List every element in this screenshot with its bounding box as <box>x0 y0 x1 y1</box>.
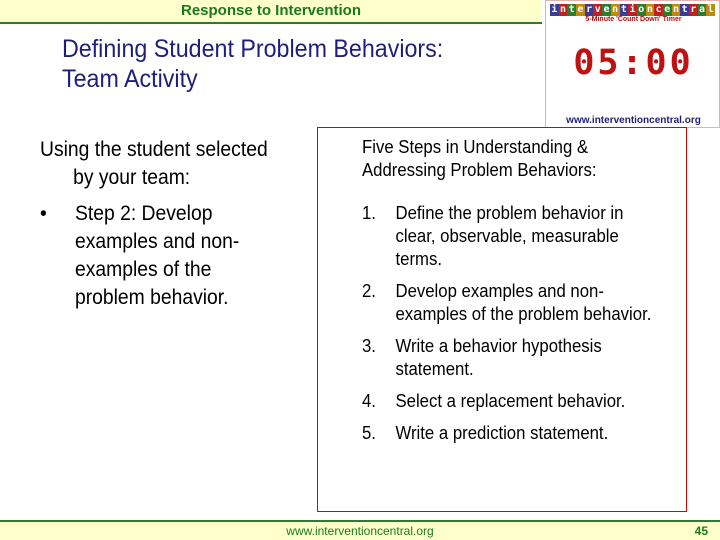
logo-letter: n <box>646 4 653 15</box>
step-item <box>362 280 669 326</box>
step-item <box>362 422 669 445</box>
logo-letter: l <box>707 4 714 15</box>
header-bar <box>0 0 542 24</box>
logo-letter: i <box>551 4 558 15</box>
step-text: Write a behavior hypothesis statement. <box>395 336 602 379</box>
lead-text <box>40 136 311 192</box>
intervention-central-logo <box>550 4 715 16</box>
step-text: Develop examples and non-examples of the problem behavior. <box>395 281 652 324</box>
header-title: Response to Intervention <box>180 2 362 19</box>
logo-letter: n <box>560 4 567 15</box>
logo-letter: v <box>594 4 601 15</box>
step-text: Write a prediction statement. <box>395 423 609 443</box>
logo-letter: e <box>577 4 584 15</box>
lead-line1: Using the student selected <box>40 138 268 161</box>
step-text: Define the problem behavior in clear, observable, measurable terms. <box>395 203 624 269</box>
logo-letter: n <box>672 4 679 15</box>
left-instructions <box>40 136 312 312</box>
page-number: 45 <box>694 524 708 538</box>
slide-title-line2: Team Activity <box>62 65 198 93</box>
logo-letter: e <box>664 4 671 15</box>
step-item <box>362 390 669 413</box>
footer-url[interactable]: www.interventioncentral.org <box>286 524 434 538</box>
timer-display: 05:00 <box>573 43 694 83</box>
step-number: 2. <box>362 281 376 301</box>
logo-letter: e <box>603 4 610 15</box>
logo-letter: r <box>586 4 593 15</box>
countdown-timer <box>545 0 720 128</box>
bullet-marker: • <box>40 202 47 225</box>
steps-heading: Five Steps in Understanding & Addressing Problem Behaviors: <box>362 137 597 180</box>
step-number: 4. <box>362 391 376 411</box>
logo-letter: o <box>638 4 645 15</box>
logo-letter: t <box>681 4 688 15</box>
step-number: 5. <box>362 423 376 443</box>
five-steps-box <box>317 127 687 512</box>
bullet-item <box>40 200 290 312</box>
lead-line2: by your team: <box>73 166 191 189</box>
logo-letter: t <box>620 4 627 15</box>
timer-subtitle: 5-Minute 'Count Down' Timer <box>585 16 682 23</box>
logo-letter: r <box>690 4 697 15</box>
logo-letter: t <box>568 4 575 15</box>
logo-letter: a <box>699 4 706 15</box>
step-text: Select a replacement behavior. <box>395 391 626 411</box>
steps-list <box>362 202 669 454</box>
timer-url: www.interventioncentral.org <box>566 115 701 126</box>
logo-letter: n <box>612 4 619 15</box>
step-item <box>362 202 669 271</box>
logo-letter: c <box>655 4 662 15</box>
slide-title-line1: Defining Student Problem Behaviors: <box>62 35 444 63</box>
step-item <box>362 335 669 381</box>
logo-letter: i <box>629 4 636 15</box>
step-number: 3. <box>362 336 376 356</box>
step-number: 1. <box>362 203 376 223</box>
slide-title <box>62 34 443 94</box>
footer-bar <box>0 520 720 540</box>
bullet-text: Step 2: Develop examples and non-examples of the problem behavior. <box>74 202 240 309</box>
